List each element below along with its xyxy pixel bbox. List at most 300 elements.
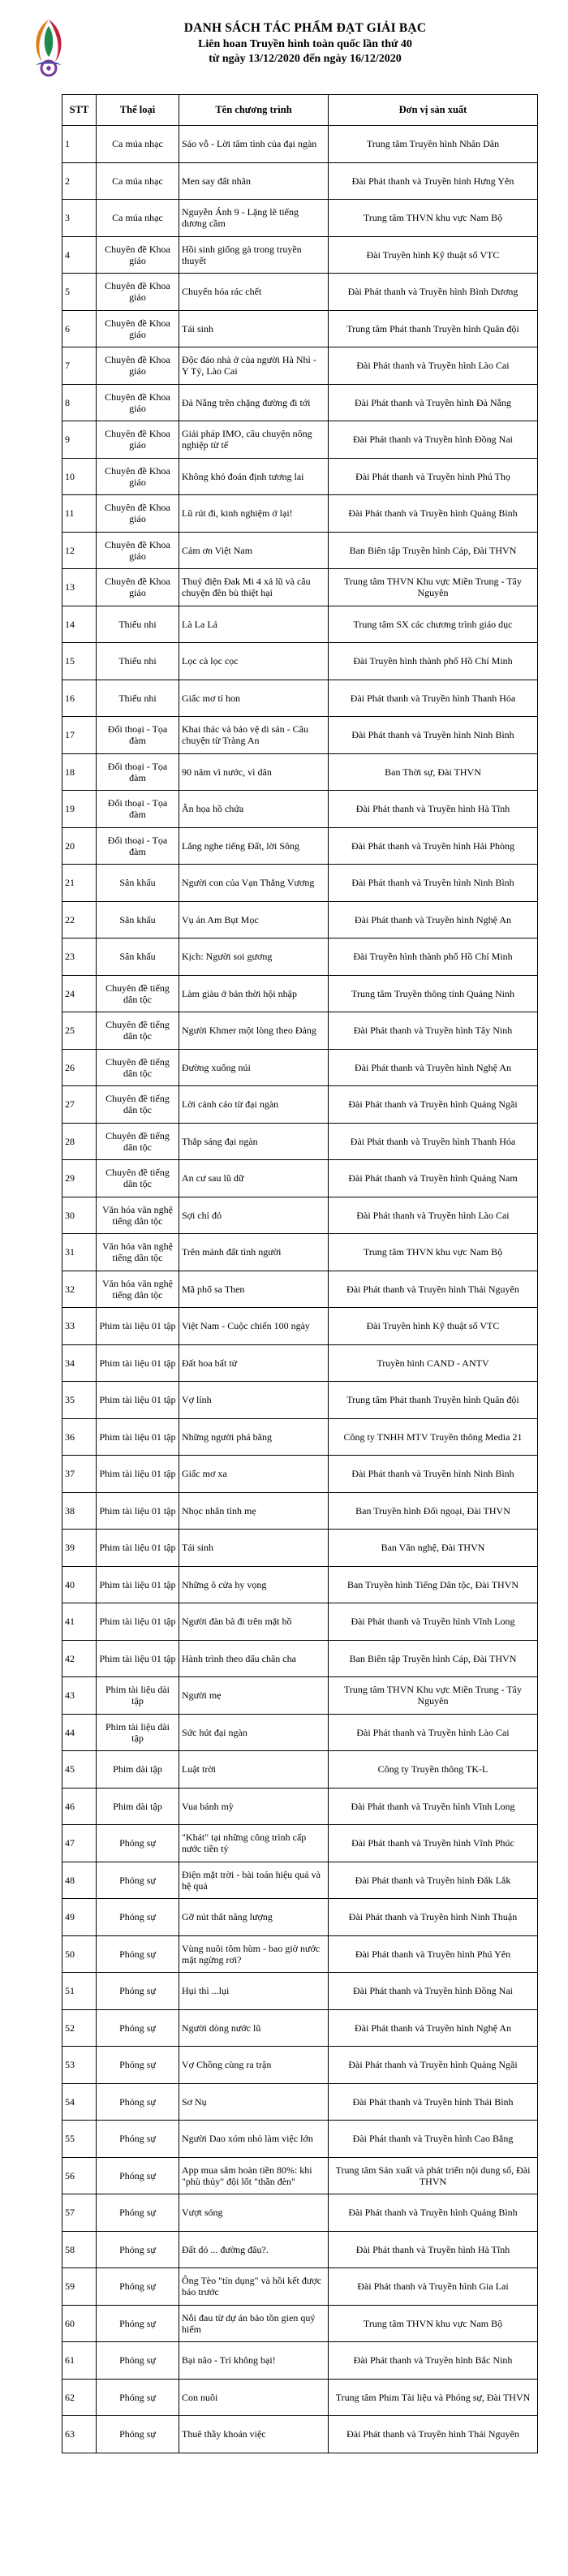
cell-program: App mua sắm hoàn tiền 80%: khi "phù thủy" đội lốt "thần đèn" xyxy=(179,2157,329,2194)
table-row xyxy=(62,1308,538,1345)
cell-program: Người con của Vạn Thắng Vương xyxy=(179,865,329,902)
table-row xyxy=(62,827,538,865)
cell-stt: 38 xyxy=(62,1492,97,1530)
cell-stt: 4 xyxy=(62,236,97,274)
table-row xyxy=(62,274,538,311)
table-header-row xyxy=(62,95,538,126)
cell-stt: 49 xyxy=(62,1899,97,1936)
table-row xyxy=(62,865,538,902)
cell-stt: 37 xyxy=(62,1456,97,1493)
cell-stt: 59 xyxy=(62,2268,97,2306)
cell-stt: 42 xyxy=(62,1640,97,1677)
table-row xyxy=(62,1086,538,1124)
cell-stt: 16 xyxy=(62,680,97,717)
cell-program: Ân họa hồ chứa xyxy=(179,791,329,828)
cell-producer: Ban Truyền hình Đối ngoại, Đài THVN xyxy=(329,1492,538,1530)
cell-program: Trên mảnh đất tình người xyxy=(179,1234,329,1271)
cell-stt: 53 xyxy=(62,2047,97,2084)
table-row xyxy=(62,1566,538,1603)
table-row xyxy=(62,200,538,237)
cell-genre: Chuyên đề Khoa giáo xyxy=(97,236,179,274)
cell-genre: Chuyên đề Khoa giáo xyxy=(97,310,179,347)
cell-program: Giải pháp IMO, câu chuyện nông nghiệp từ tế xyxy=(179,421,329,459)
cell-genre: Phim tài liệu 01 tập xyxy=(97,1456,179,1493)
cell-producer: Đài Phát thanh và Truyền hình Phú Yên xyxy=(329,1935,538,1973)
cell-program: Men say đất nhãn xyxy=(179,162,329,200)
cell-stt: 56 xyxy=(62,2157,97,2194)
cell-program: Chuyển hóa rác chết xyxy=(179,274,329,311)
table-row xyxy=(62,347,538,385)
table-row xyxy=(62,791,538,828)
cell-producer: Đài Phát thanh và Truyền hình Tây Ninh xyxy=(329,1012,538,1050)
cell-program: Lọc cà lọc cọc xyxy=(179,643,329,680)
cell-producer: Trung tâm THVN Khu vực Miền Trung - Tây Nguyên xyxy=(329,1677,538,1715)
cell-stt: 23 xyxy=(62,938,97,976)
cell-program: Lời cảnh cáo từ đại ngàn xyxy=(179,1086,329,1124)
document-header xyxy=(0,0,568,104)
cell-program: Lắng nghe tiếng Đất, lời Sông xyxy=(179,827,329,865)
cell-genre: Phóng sự xyxy=(97,1862,179,1899)
cell-stt: 17 xyxy=(62,717,97,754)
table-row xyxy=(62,2268,538,2306)
cell-producer: Trung tâm Phát thanh Truyền hình Quân đội xyxy=(329,310,538,347)
cell-producer: Đài Phát thanh và Truyền hình Quảng Bình xyxy=(329,2194,538,2232)
cell-producer: Đài Phát thanh và Truyền hình Thái Nguyên xyxy=(329,1271,538,1308)
cell-genre: Phim tài liệu 01 tập xyxy=(97,1566,179,1603)
table-row xyxy=(62,1456,538,1493)
cell-stt: 39 xyxy=(62,1530,97,1567)
table-row xyxy=(62,1751,538,1789)
table-row xyxy=(62,1344,538,1382)
cell-program: Vợ lính xyxy=(179,1382,329,1419)
cell-program: Nhọc nhằn tình mẹ xyxy=(179,1492,329,1530)
table-row xyxy=(62,975,538,1012)
cell-producer: Đài Phát thanh và Truyền hình Thái Nguyên xyxy=(329,2416,538,2453)
cell-genre: Phóng sự xyxy=(97,2047,179,2084)
cell-producer: Trung tâm THVN khu vực Nam Bộ xyxy=(329,200,538,237)
cell-genre: Phóng sự xyxy=(97,2009,179,2047)
cell-producer: Đài Phát thanh và Truyền hình Phú Thọ xyxy=(329,458,538,495)
cell-stt: 44 xyxy=(62,1714,97,1751)
cell-producer: Đài Phát thanh và Truyền hình Vĩnh Long xyxy=(329,1603,538,1641)
cell-producer: Đài Truyền hình Kỹ thuật số VTC xyxy=(329,1308,538,1345)
cell-producer: Đài Phát thanh và Truyền hình Lào Cai xyxy=(329,1714,538,1751)
cell-genre: Phim tài liệu 01 tập xyxy=(97,1308,179,1345)
cell-producer: Đài Truyền hình thành phố Hồ Chí Minh xyxy=(329,643,538,680)
cell-producer: Ban Biên tập Truyền hình Cáp, Đài THVN xyxy=(329,1640,538,1677)
cell-producer: Đài Phát thanh và Truyền hình Nghệ An xyxy=(329,2009,538,2047)
column-header-stt: STT xyxy=(62,95,97,126)
cell-program: Độc đáo nhà ở của người Hà Nhì - Y Tý, Lào Cai xyxy=(179,347,329,385)
cell-stt: 57 xyxy=(62,2194,97,2232)
cell-program: Người mẹ xyxy=(179,1677,329,1715)
table-row xyxy=(62,2047,538,2084)
cell-genre: Ca múa nhạc xyxy=(97,126,179,163)
table-row xyxy=(62,1603,538,1641)
cell-stt: 30 xyxy=(62,1197,97,1234)
cell-producer: Đài Phát thanh và Truyền hình Quảng Nam xyxy=(329,1160,538,1197)
cell-producer: Đài Phát thanh và Truyền hình Nghệ An xyxy=(329,1049,538,1086)
cell-genre: Phóng sự xyxy=(97,1935,179,1973)
cell-genre: Chuyên đề Khoa giáo xyxy=(97,274,179,311)
cell-stt: 52 xyxy=(62,2009,97,2047)
cell-program: 90 năm vì nước, vì dân xyxy=(179,753,329,791)
cell-genre: Văn hóa văn nghệ tiếng dân tộc xyxy=(97,1234,179,1271)
cell-stt: 32 xyxy=(62,1271,97,1308)
cell-genre: Sân khấu xyxy=(97,865,179,902)
cell-stt: 50 xyxy=(62,1935,97,1973)
cell-producer: Trung tâm Sản xuất và phát triển nội dung số, Đài THVN xyxy=(329,2157,538,2194)
table-row xyxy=(62,2379,538,2416)
cell-producer: Đài Phát thanh và Truyền hình Cao Bằng xyxy=(329,2121,538,2158)
cell-program: Thuê thầy khoán việc xyxy=(179,2416,329,2453)
table-row xyxy=(62,569,538,606)
cell-producer: Đài Phát thanh và Truyền hình Thanh Hóa xyxy=(329,680,538,717)
cell-producer: Đài Truyền hình Kỹ thuật số VTC xyxy=(329,236,538,274)
table-row xyxy=(62,1123,538,1160)
column-header-producer: Đơn vị sản xuất xyxy=(329,95,538,126)
table-row xyxy=(62,2194,538,2232)
cell-genre: Phim tài liệu 01 tập xyxy=(97,1603,179,1641)
cell-program: Hồi sinh giống gà trong truyền thuyết xyxy=(179,236,329,274)
cell-stt: 26 xyxy=(62,1049,97,1086)
cell-stt: 63 xyxy=(62,2416,97,2453)
cell-producer: Ban Văn nghệ, Đài THVN xyxy=(329,1530,538,1567)
cell-genre: Phóng sự xyxy=(97,2268,179,2306)
table-row xyxy=(62,532,538,569)
cell-genre: Phim dài tập xyxy=(97,1751,179,1789)
cell-producer: Đài Phát thanh và Truyền hình Ninh Bình xyxy=(329,717,538,754)
cell-genre: Đối thoại - Tọa đàm xyxy=(97,791,179,828)
cell-genre: Phóng sự xyxy=(97,2083,179,2121)
table-row xyxy=(62,1197,538,1234)
cell-stt: 1 xyxy=(62,126,97,163)
cell-producer: Đài Phát thanh và Truyền hình Vĩnh Phúc xyxy=(329,1825,538,1862)
cell-genre: Phóng sự xyxy=(97,2194,179,2232)
table-row xyxy=(62,1973,538,2010)
cell-genre: Ca múa nhạc xyxy=(97,162,179,200)
cell-producer: Ban Truyền hình Tiếng Dân tộc, Đài THVN xyxy=(329,1566,538,1603)
festival-date-range: từ ngày 13/12/2020 đến ngày 16/12/2020 xyxy=(209,53,402,65)
cell-stt: 43 xyxy=(62,1677,97,1715)
cell-genre: Phim tài liệu 01 tập xyxy=(97,1530,179,1567)
cell-producer: Đài Phát thanh và Truyền hình Ninh Bình xyxy=(329,1456,538,1493)
cell-genre: Chuyên đề tiếng dân tộc xyxy=(97,1123,179,1160)
cell-program: Điện mặt trời - bài toán hiệu quả và hệ quả xyxy=(179,1862,329,1899)
cell-program: Việt Nam - Cuộc chiến 100 ngày xyxy=(179,1308,329,1345)
cell-program: Đà Nẵng trên chặng đường đi tới xyxy=(179,384,329,421)
cell-stt: 55 xyxy=(62,2121,97,2158)
cell-program: Những ô cửa hy vọng xyxy=(179,1566,329,1603)
document-title: DANH SÁCH TÁC PHẨM ĐẠT GIẢI BẠC xyxy=(183,21,427,35)
cell-genre: Thiếu nhi xyxy=(97,680,179,717)
table-row xyxy=(62,643,538,680)
cell-genre: Chuyên đề tiếng dân tộc xyxy=(97,1160,179,1197)
table-row xyxy=(62,126,538,163)
cell-genre: Văn hóa văn nghệ tiếng dân tộc xyxy=(97,1271,179,1308)
cell-program: Sợi chỉ đỏ xyxy=(179,1197,329,1234)
table-row xyxy=(62,1677,538,1715)
cell-stt: 61 xyxy=(62,2342,97,2380)
cell-program: Đất hoa bất tử xyxy=(179,1344,329,1382)
cell-stt: 8 xyxy=(62,384,97,421)
cell-stt: 22 xyxy=(62,901,97,938)
table-row xyxy=(62,1899,538,1936)
table-row xyxy=(62,2009,538,2047)
cell-stt: 33 xyxy=(62,1308,97,1345)
cell-producer: Đài Phát thanh và Truyền hình Hà Tĩnh xyxy=(329,2231,538,2268)
cell-producer: Đài Phát thanh và Truyền hình Lào Cai xyxy=(329,1197,538,1234)
cell-stt: 46 xyxy=(62,1788,97,1825)
cell-genre: Chuyên đề Khoa giáo xyxy=(97,569,179,606)
cell-genre: Sân khấu xyxy=(97,938,179,976)
cell-producer: Công ty TNHH MTV Truyền thông Media 21 xyxy=(329,1418,538,1456)
cell-genre: Phim tài liệu 01 tập xyxy=(97,1640,179,1677)
cell-producer: Đài Phát thanh và Truyền hình Thái Bình xyxy=(329,2083,538,2121)
cell-program: Tái sinh xyxy=(179,310,329,347)
cell-program: Nguyễn Ánh 9 - Lặng lẽ tiếng dương cầm xyxy=(179,200,329,237)
cell-stt: 24 xyxy=(62,975,97,1012)
cell-program: Ông Tèo "tín dụng" và hồi kết được báo trước xyxy=(179,2268,329,2306)
cell-producer: Đài Phát thanh và Truyền hình Đắk Lắk xyxy=(329,1862,538,1899)
cell-program: Nỗi đau từ dự án bảo tồn gien quý hiếm xyxy=(179,2305,329,2342)
cell-genre: Phim tài liệu dài tập xyxy=(97,1677,179,1715)
cell-program: Luật trời xyxy=(179,1751,329,1789)
table-row xyxy=(62,753,538,791)
cell-stt: 34 xyxy=(62,1344,97,1382)
cell-producer: Đài Phát thanh và Truyền hình Ninh Thuận xyxy=(329,1899,538,1936)
table-row xyxy=(62,606,538,643)
cell-program: Là La Lá xyxy=(179,606,329,643)
table-row xyxy=(62,495,538,533)
cell-program: Người đàn bà đi trên mặt hồ xyxy=(179,1603,329,1641)
cell-producer: Trung tâm Truyền hình Nhân Dân xyxy=(329,126,538,163)
cell-genre: Phóng sự xyxy=(97,2231,179,2268)
cell-stt: 54 xyxy=(62,2083,97,2121)
cell-stt: 18 xyxy=(62,753,97,791)
cell-stt: 15 xyxy=(62,643,97,680)
table-row xyxy=(62,162,538,200)
cell-producer: Đài Phát thanh và Truyền hình Bình Dương xyxy=(329,274,538,311)
cell-stt: 6 xyxy=(62,310,97,347)
table-row xyxy=(62,2416,538,2453)
cell-stt: 12 xyxy=(62,532,97,569)
cell-stt: 45 xyxy=(62,1751,97,1789)
cell-stt: 5 xyxy=(62,274,97,311)
cell-stt: 36 xyxy=(62,1418,97,1456)
table-row xyxy=(62,2157,538,2194)
cell-producer: Đài Phát thanh và Truyền hình Thanh Hóa xyxy=(329,1123,538,1160)
cell-genre: Đối thoại - Tọa đàm xyxy=(97,717,179,754)
cell-program: Mã phố sa Then xyxy=(179,1271,329,1308)
table-row xyxy=(62,421,538,459)
cell-program: Hụi thì ...lụi xyxy=(179,1973,329,2010)
table-row xyxy=(62,2083,538,2121)
cell-genre: Phóng sự xyxy=(97,1899,179,1936)
cell-genre: Chuyên đề tiếng dân tộc xyxy=(97,1086,179,1124)
cell-genre: Phim tài liệu 01 tập xyxy=(97,1492,179,1530)
table-row xyxy=(62,1492,538,1530)
cell-genre: Phóng sự xyxy=(97,1825,179,1862)
table-row xyxy=(62,1788,538,1825)
cell-stt: 41 xyxy=(62,1603,97,1641)
table-row xyxy=(62,2231,538,2268)
cell-stt: 21 xyxy=(62,865,97,902)
cell-program: Làm giàu ở bản thời hội nhập xyxy=(179,975,329,1012)
cell-producer: Đài Phát thanh và Truyền hình Quảng Bình xyxy=(329,495,538,533)
cell-program: Kịch: Người soi gương xyxy=(179,938,329,976)
cell-producer: Đài Phát thanh và Truyền hình Đồng Nai xyxy=(329,421,538,459)
cell-stt: 27 xyxy=(62,1086,97,1124)
cell-program: Cảm ơn Việt Nam xyxy=(179,532,329,569)
cell-program: An cư sau lũ dữ xyxy=(179,1160,329,1197)
column-header-genre: Thể loại xyxy=(97,95,179,126)
cell-stt: 20 xyxy=(62,827,97,865)
table-row xyxy=(62,1640,538,1677)
cell-stt: 25 xyxy=(62,1012,97,1050)
cell-stt: 9 xyxy=(62,421,97,459)
cell-genre: Chuyên đề tiếng dân tộc xyxy=(97,1049,179,1086)
cell-producer: Trung tâm THVN khu vực Nam Bộ xyxy=(329,1234,538,1271)
cell-program: Sức hút đại ngàn xyxy=(179,1714,329,1751)
cell-genre: Sân khấu xyxy=(97,901,179,938)
table-row xyxy=(62,1160,538,1197)
cell-genre: Phim tài liệu dài tập xyxy=(97,1714,179,1751)
cell-program: Không khó đoán định tương lai xyxy=(179,458,329,495)
cell-program: Giấc mơ xa xyxy=(179,1456,329,1493)
cell-stt: 58 xyxy=(62,2231,97,2268)
cell-genre: Thiếu nhi xyxy=(97,606,179,643)
cell-genre: Phóng sự xyxy=(97,2416,179,2453)
cell-genre: Phóng sự xyxy=(97,2157,179,2194)
table-row xyxy=(62,236,538,274)
cell-stt: 10 xyxy=(62,458,97,495)
table-row xyxy=(62,1530,538,1567)
table-row xyxy=(62,2342,538,2380)
table-row xyxy=(62,1271,538,1308)
cell-stt: 60 xyxy=(62,2305,97,2342)
cell-genre: Phóng sự xyxy=(97,1973,179,2010)
cell-genre: Chuyên đề Khoa giáo xyxy=(97,347,179,385)
table-row xyxy=(62,1714,538,1751)
cell-genre: Chuyên đề Khoa giáo xyxy=(97,384,179,421)
table-row xyxy=(62,2305,538,2342)
cell-genre: Phóng sự xyxy=(97,2121,179,2158)
cell-stt: 31 xyxy=(62,1234,97,1271)
table-row xyxy=(62,901,538,938)
table-row xyxy=(62,1418,538,1456)
cell-genre: Thiếu nhi xyxy=(97,643,179,680)
table-row xyxy=(62,938,538,976)
cell-producer: Công ty Truyền thông TK-L xyxy=(329,1751,538,1789)
table-row xyxy=(62,1382,538,1419)
cell-program: Vua bánh mỳ xyxy=(179,1788,329,1825)
cell-genre: Chuyên đề tiếng dân tộc xyxy=(97,1012,179,1050)
table-row xyxy=(62,458,538,495)
cell-producer: Trung tâm THVN khu vực Nam Bộ xyxy=(329,2305,538,2342)
cell-program: Vợ Chồng cùng ra trận xyxy=(179,2047,329,2084)
cell-producer: Đài Phát thanh và Truyền hình Lào Cai xyxy=(329,347,538,385)
cell-producer: Đài Phát thanh và Truyền hình Đà Nẵng xyxy=(329,384,538,421)
cell-producer: Trung tâm Phát thanh Truyền hình Quân đội xyxy=(329,1382,538,1419)
cell-genre: Chuyên đề Khoa giáo xyxy=(97,532,179,569)
cell-program: Vùng nuôi tôm hùm - bao giờ nước mặt ngừng rơi? xyxy=(179,1935,329,1973)
cell-stt: 7 xyxy=(62,347,97,385)
table-row xyxy=(62,1862,538,1899)
cell-program: Sáo vỗ - Lời tâm tình của đại ngàn xyxy=(179,126,329,163)
table-row xyxy=(62,1234,538,1271)
cell-program: Đường xuống núi xyxy=(179,1049,329,1086)
cell-genre: Phóng sự xyxy=(97,2379,179,2416)
cell-stt: 40 xyxy=(62,1566,97,1603)
cell-genre: Đối thoại - Tọa đàm xyxy=(97,827,179,865)
cell-genre: Chuyên đề tiếng dân tộc xyxy=(97,975,179,1012)
cell-producer: Trung tâm Phim Tài liệu và Phóng sự, Đài THVN xyxy=(329,2379,538,2416)
cell-genre: Phim dài tập xyxy=(97,1788,179,1825)
table-row xyxy=(62,384,538,421)
table-body xyxy=(62,126,538,2453)
table-row xyxy=(62,310,538,347)
festival-logo-icon xyxy=(24,15,73,80)
cell-producer: Trung tâm SX các chương trình giáo dục xyxy=(329,606,538,643)
table-row xyxy=(62,1825,538,1862)
cell-program: Hành trình theo dấu chân cha xyxy=(179,1640,329,1677)
cell-genre: Phim tài liệu 01 tập xyxy=(97,1418,179,1456)
cell-genre: Ca múa nhạc xyxy=(97,200,179,237)
cell-program: "Khát" tại những công trình cấp nước tiền tỷ xyxy=(179,1825,329,1862)
cell-stt: 14 xyxy=(62,606,97,643)
cell-producer: Trung tâm Truyền thông tỉnh Quảng Ninh xyxy=(329,975,538,1012)
cell-stt: 35 xyxy=(62,1382,97,1419)
column-header-program: Tên chương trình xyxy=(179,95,329,126)
cell-producer: Đài Phát thanh và Truyền hình Gia Lai xyxy=(329,2268,538,2306)
cell-producer: Đài Phát thanh và Truyền hình Quảng Ngãi xyxy=(329,2047,538,2084)
cell-producer: Đài Phát thanh và Truyền hình Hải Phòng xyxy=(329,827,538,865)
cell-genre: Phóng sự xyxy=(97,2342,179,2380)
awards-table xyxy=(62,94,538,2453)
cell-producer: Trung tâm THVN Khu vực Miền Trung - Tây Nguyên xyxy=(329,569,538,606)
cell-genre: Chuyên đề Khoa giáo xyxy=(97,458,179,495)
cell-program: Vụ án Am Bụt Mọc xyxy=(179,901,329,938)
cell-program: Khai thác và bảo vệ di sản - Câu chuyện từ Tràng An xyxy=(179,717,329,754)
cell-program: Con nuôi xyxy=(179,2379,329,2416)
cell-program: Sơ Nụ xyxy=(179,2083,329,2121)
table-row xyxy=(62,680,538,717)
cell-producer: Ban Biên tập Truyền hình Cáp, Đài THVN xyxy=(329,532,538,569)
cell-genre: Phóng sự xyxy=(97,2305,179,2342)
table-row xyxy=(62,2121,538,2158)
cell-producer: Đài Phát thanh và Truyền hình Nghệ An xyxy=(329,901,538,938)
cell-genre: Phim tài liệu 01 tập xyxy=(97,1344,179,1382)
cell-genre: Văn hóa văn nghệ tiếng dân tộc xyxy=(97,1197,179,1234)
table-row xyxy=(62,1012,538,1050)
cell-producer: Đài Phát thanh và Truyền hình Bắc Ninh xyxy=(329,2342,538,2380)
cell-program: Người dòng nước lũ xyxy=(179,2009,329,2047)
cell-stt: 11 xyxy=(62,495,97,533)
cell-stt: 19 xyxy=(62,791,97,828)
table-row xyxy=(62,1049,538,1086)
cell-program: Lũ rút đi, kinh nghiệm ở lại! xyxy=(179,495,329,533)
cell-stt: 13 xyxy=(62,569,97,606)
cell-genre: Phim tài liệu 01 tập xyxy=(97,1382,179,1419)
cell-stt: 28 xyxy=(62,1123,97,1160)
cell-producer: Đài Phát thanh và Truyền hình Hà Tĩnh xyxy=(329,791,538,828)
cell-producer: Đài Phát thanh và Truyền hình Quảng Ngãi xyxy=(329,1086,538,1124)
cell-program: Tái sinh xyxy=(179,1530,329,1567)
table-row xyxy=(62,1935,538,1973)
cell-program: Thuỷ điện Đak Mi 4 xả lũ và câu chuyện đền bù thiệt hại xyxy=(179,569,329,606)
cell-genre: Chuyên đề Khoa giáo xyxy=(97,421,179,459)
